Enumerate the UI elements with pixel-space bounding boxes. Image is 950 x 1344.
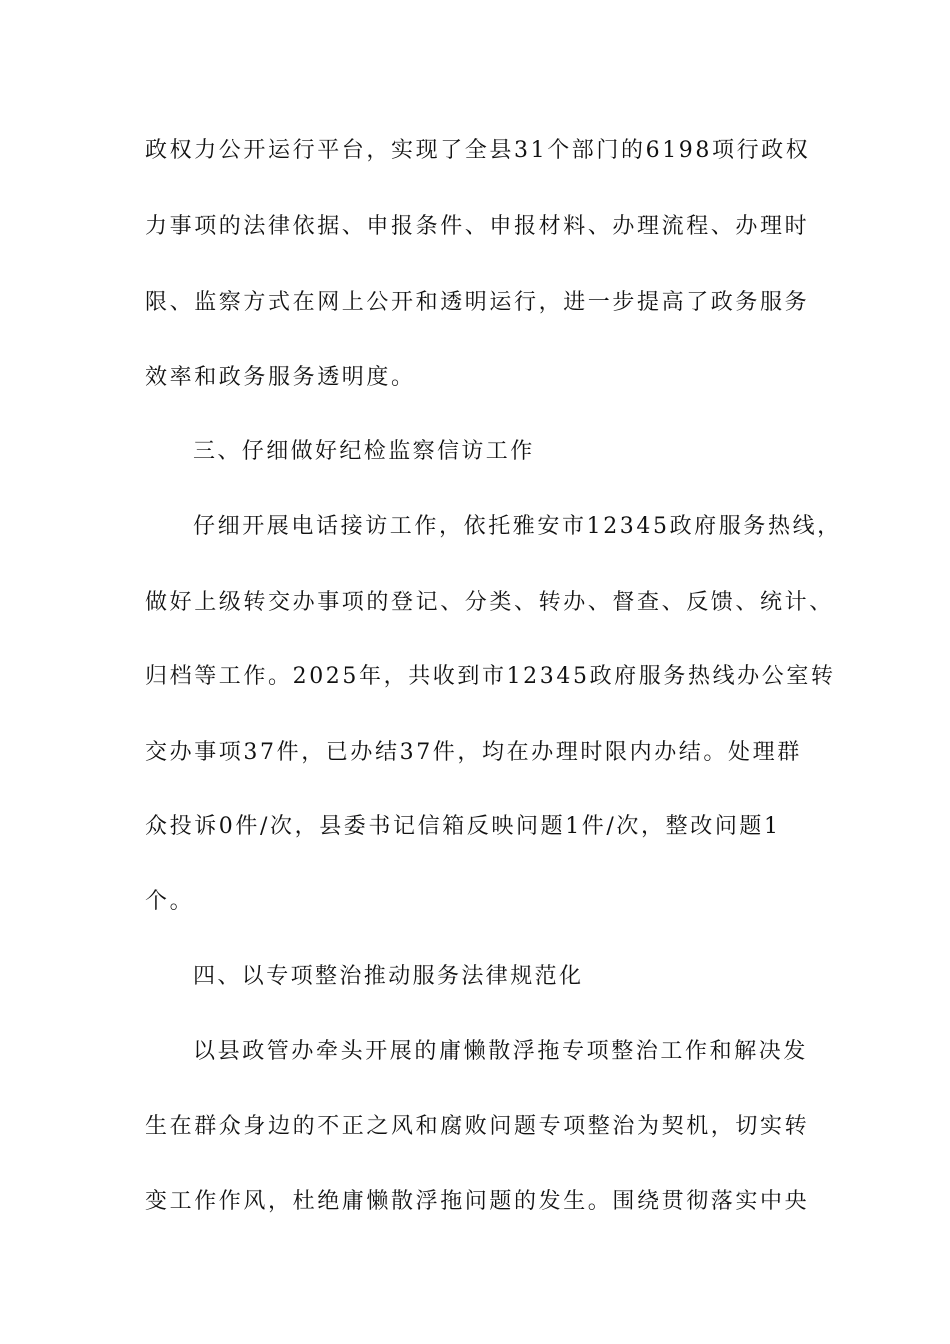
section-heading: 四、以专项整治推动服务法律规范化 bbox=[193, 964, 584, 989]
paragraph-line: 个。 bbox=[145, 889, 195, 914]
paragraph-line: 政权力公开运行平台，实现了全县31个部门的6198项行政权 bbox=[145, 138, 811, 163]
paragraph-line: 做好上级转交办事项的登记、分类、转办、督查、反馈、统计、 bbox=[145, 590, 834, 615]
paragraph-line: 变工作作风，杜绝庸懒散浮拖问题的发生。围绕贯彻落实中央 bbox=[145, 1189, 810, 1214]
paragraph-line: 限、监察方式在网上公开和透明运行，进一步提高了政务服务 bbox=[145, 290, 810, 315]
paragraph-line: 效率和政务服务透明度。 bbox=[145, 365, 416, 390]
paragraph-line: 力事项的法律依据、申报条件、申报材料、办理流程、办理时 bbox=[145, 214, 810, 239]
paragraph-line: 交办事项37件，已办结37件，均在办理时限内办结。处理群 bbox=[145, 740, 802, 765]
paragraph-line: 众投诉0件/次，县委书记信箱反映问题1件/次，整改问题1 bbox=[145, 814, 781, 839]
paragraph-line: 归档等工作。2025年，共收到市12345政府服务热线办公室转 bbox=[145, 664, 836, 689]
section-heading: 三、仔细做好纪检监察信访工作 bbox=[193, 439, 535, 464]
paragraph-line: 仔细开展电话接访工作，依托雅安市12345政府服务热线， bbox=[193, 514, 842, 539]
paragraph-line: 以县政管办牵头开展的庸懒散浮拖专项整治工作和解决发 bbox=[193, 1039, 809, 1064]
paragraph-line: 生在群众身边的不正之风和腐败问题专项整治为契机，切实转 bbox=[145, 1114, 810, 1139]
